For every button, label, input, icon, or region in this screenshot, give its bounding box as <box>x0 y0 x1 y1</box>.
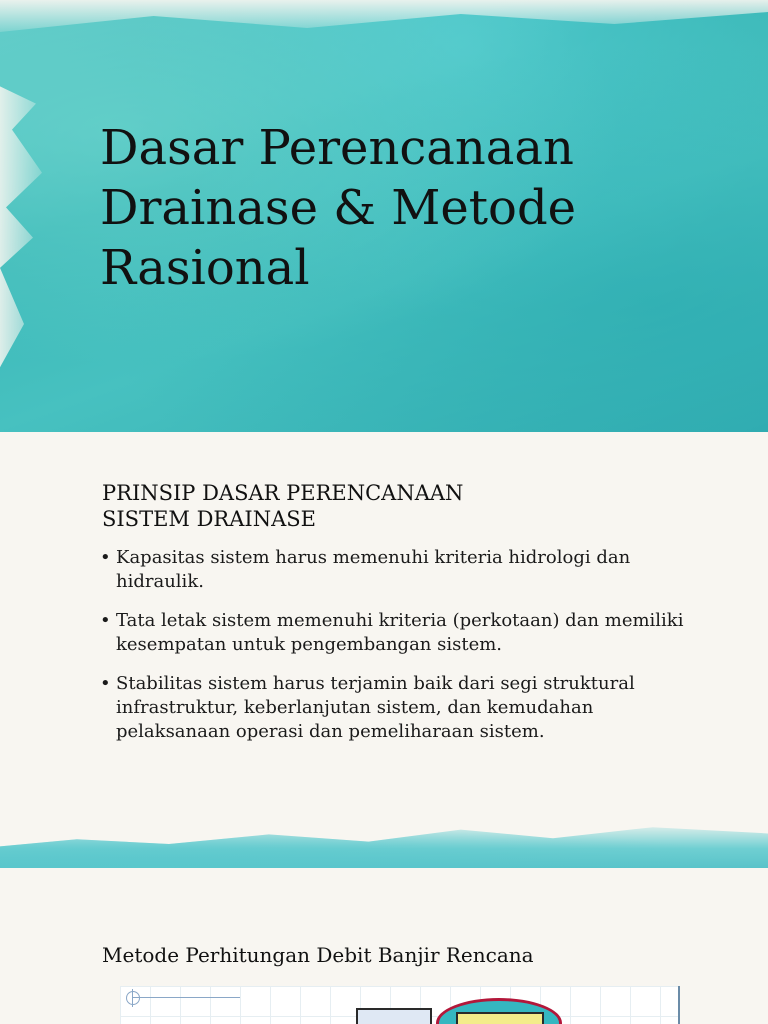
diagram-axis-line <box>132 997 240 998</box>
list-item-text: Kapasitas sistem harus memenuhi kriteria hidrologi dan hidraulik. <box>116 547 631 592</box>
watercolor-bottom-edge <box>0 820 768 868</box>
list-item <box>100 609 690 657</box>
bullet-icon: • <box>100 673 111 694</box>
bullet-icon: • <box>100 610 111 631</box>
watercolor-top-edge <box>0 0 768 40</box>
principles-list <box>100 546 690 759</box>
list-item <box>100 672 690 744</box>
title-slide <box>0 0 768 432</box>
diagram-border <box>678 986 680 1024</box>
principles-slide <box>0 432 768 868</box>
principles-heading-line1: PRINSIP DASAR PERENCANAAN <box>102 481 464 505</box>
diagram-box-highlighted <box>456 1012 544 1024</box>
crosshair-icon <box>126 991 140 1005</box>
watercolor-left-edge <box>0 0 60 432</box>
flow-diagram <box>120 986 680 1024</box>
method-heading: Metode Perhitungan Debit Banjir Rencana <box>102 943 534 967</box>
presentation-title: Dasar Perencanaan Drainase & Metode Rasional <box>100 120 577 296</box>
list-item <box>100 546 690 594</box>
list-item-text: Stabilitas sistem harus terjamin baik dari segi struktural infrastruktur, keberlanjutan sistem, dan kemudahan pelaksanaan operasi dan pemeliharaan sistem. <box>116 673 635 742</box>
method-slide <box>0 868 768 1024</box>
bullet-icon: • <box>100 547 111 568</box>
list-item-text: Tata letak sistem memenuhi kriteria (perkotaan) dan memiliki kesempatan untuk pengembangan sistem. <box>116 610 684 655</box>
principles-heading <box>102 480 662 532</box>
principles-heading-line2: SISTEM DRAINASE <box>102 507 316 531</box>
diagram-box <box>356 1008 432 1024</box>
